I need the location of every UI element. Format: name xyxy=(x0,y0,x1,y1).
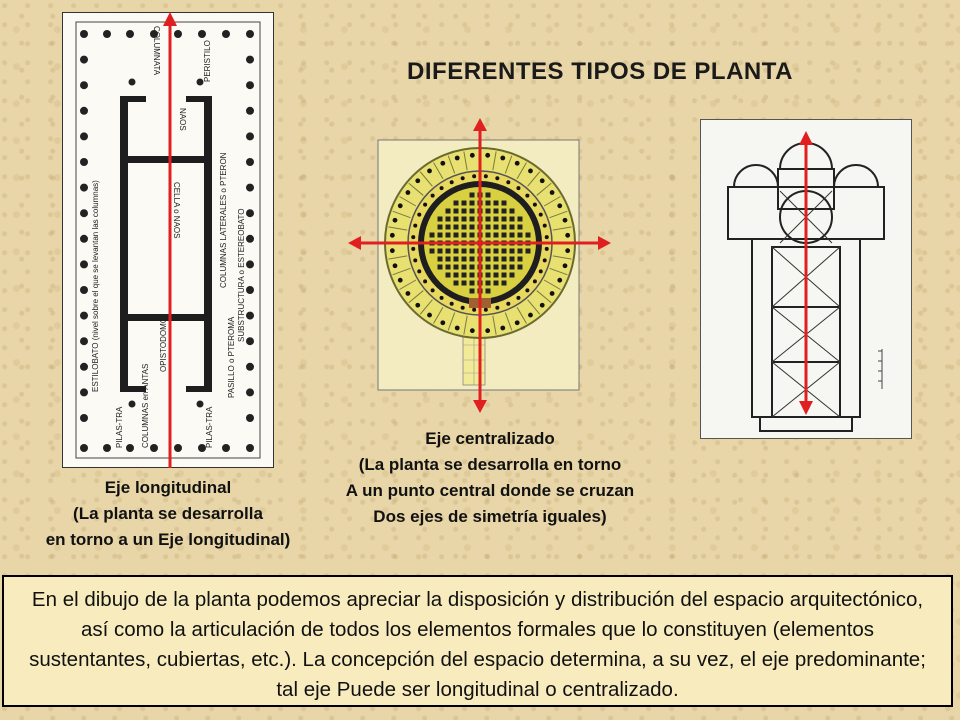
temple-plan-longitudinal xyxy=(62,12,274,468)
label-columnas-antas: COLUMNAS en ANTAS xyxy=(141,363,150,448)
church-plan xyxy=(700,119,912,439)
caption-longitudinal: Eje longitudinal (La planta se desarrolla en torno a un Eje longitudinal) xyxy=(45,478,291,549)
description-text: En el dibujo de la planta podemos apreciar la disposición y distribución del espacio arquitectónico, así como la articulación de todos los elementos formales que lo constituyen (elementos sustentantes, cubiertas, etc.). La concepción del espacio determina, a su vez, el eje predominante; tal eje Puede ser longitudinal o centralizado. xyxy=(2,575,953,707)
label-columnata: COLUMNATA xyxy=(152,26,161,76)
label-estilobato: ESTILOBATO (nivel sobre el que se levantan las columnas) xyxy=(91,180,100,392)
label-pteroma: PASILLO o PTEROMA xyxy=(227,316,236,398)
label-peristilo: PERISTILO xyxy=(203,40,212,82)
central-plan xyxy=(345,115,615,415)
label-pilastra-right: PILAS-TRA xyxy=(205,406,214,448)
caption-centralizado: Eje centralizado (La planta se desarrolla en torno A un punto central donde se cruzan Dos ejes de simetría iguales) xyxy=(345,429,635,526)
label-pilastra-left: PILAS-TRA xyxy=(115,406,124,448)
label-naos: NAOS xyxy=(178,108,187,131)
page-title: DIFERENTES TIPOS DE PLANTA xyxy=(407,58,793,85)
label-opistodomo: OPISTODOMO xyxy=(159,317,168,372)
label-cella: CELLA o NAOS xyxy=(172,182,181,239)
label-estereobato: SUBSTRUCTURA o ESTEREOBATO xyxy=(237,208,246,342)
label-pteron: COLUMNAS LATERALES o PTERON xyxy=(219,152,228,288)
